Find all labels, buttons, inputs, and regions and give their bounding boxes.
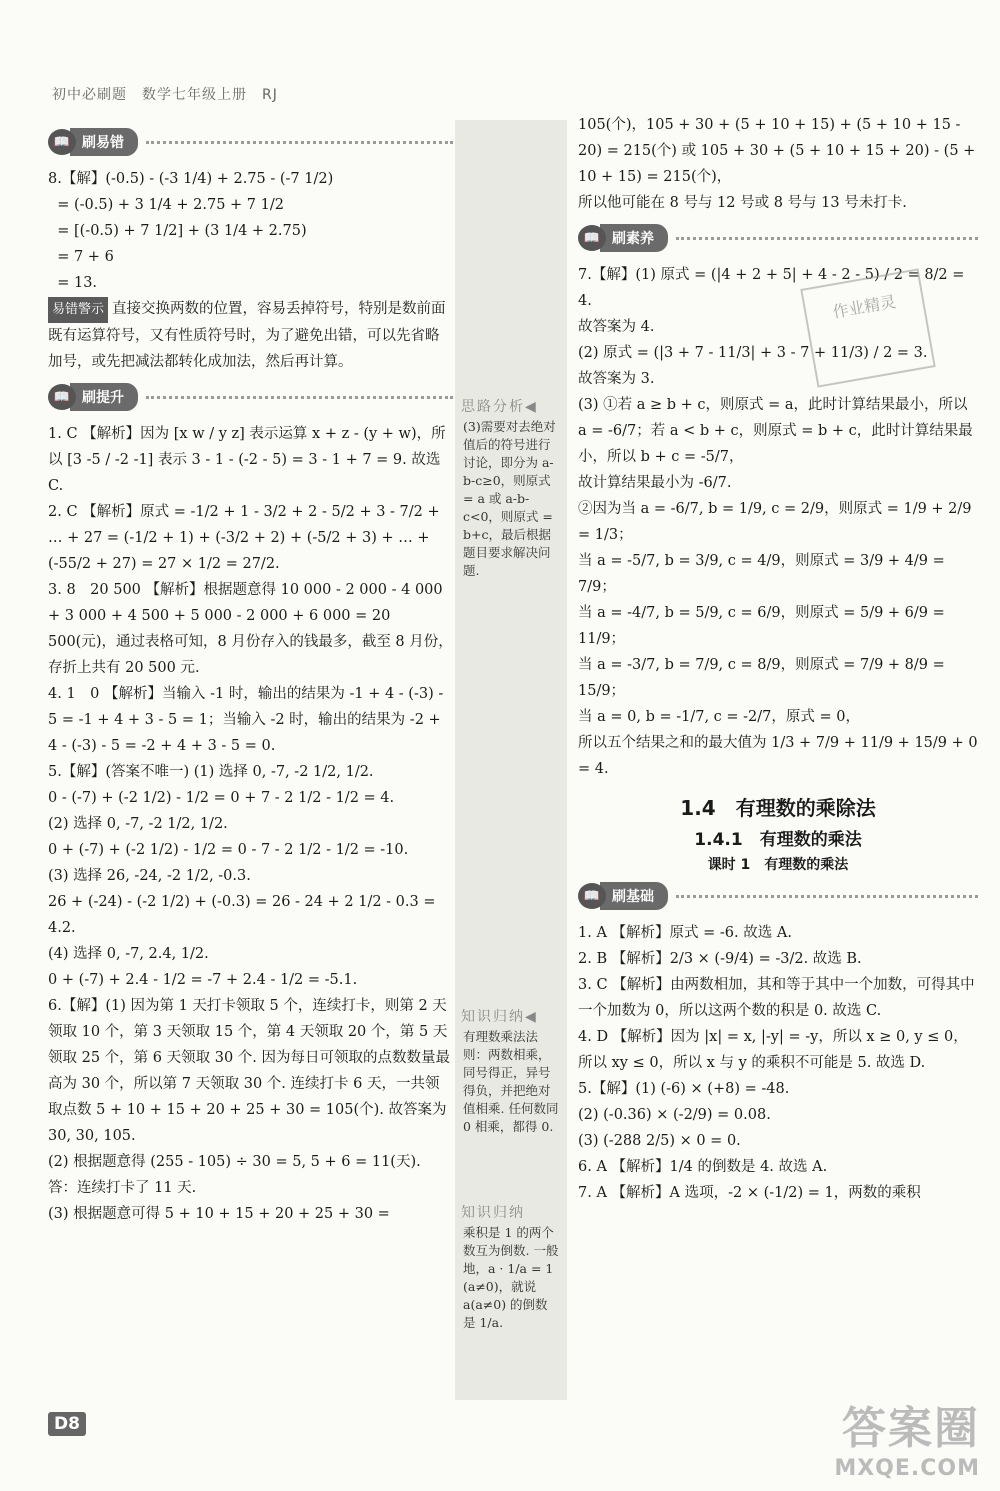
- answer-item: 1. C 【解析】因为 [x w / y z] 表示运算 x + z - (y + w)，所以 [3 -5 / -2 -1] 表示 3 - 1 - (-2 - 5) = 3 - 1 + 7 = 9. 故选 C.: [48, 426, 446, 494]
- margin-notes: [455, 120, 567, 1400]
- answer-line: = (-0.5) + 3 1/4 + 2.75 + 7 1/2: [48, 197, 284, 213]
- answer-line: 8.【解】(-0.5) - (-3 1/4) + 2.75 - (-7 1/2): [48, 171, 334, 187]
- chapter-title: 1.4 有理数的乘除法: [680, 796, 876, 820]
- answer-line: = [(-0.5) + 7 1/2] + (3 1/4 + 2.75): [48, 223, 307, 239]
- dotted-divider: [676, 895, 978, 898]
- answer-q7: 7.【解】(1) 原式 = (|4 + 2 + 5| + 4 - 2 - 5) / 2 = 8/2 = 4. 故答案为 4. (2) 原式 = (|3 + 7 - 11/3| + 3 - 7 + 11/3) / 2 = 3. 故答案为 3. (3) ①若 a ≥ b + c，则原式 = a，此时计算结果最小，所以 a = -6/7；若 a < b + c，则原式 = b + c，此时计算结果最小，所以 b + c = -5/7， 故计算结果最小为 -6/7. ②因为当 a = -6/7, b = 1/9, c = 2/9，则原式 = 1/9 + 2/9 = 1/3； 当 a = -5/7, b = 3/9, c = 4/9，则原式 = 3/9 + 4/9 = 7/9； 当 a = -4/7, b = 5/9, c = 6/9，则原式 = 5/9 + 6/9 = 11/9； 当 a = -3/7, b = 7/9, c = 8/9，则原式 = 7/9 + 8/9 = 15/9； 当 a = 0, b = -1/7, c = -2/7，原式 = 0， 所以五个结果之和的最大值为 1/3 + 7/9 + 11/9 + 15/9 + 0 = 4.: [578, 267, 978, 777]
- answer-item: 7. A 【解析】A 选项，-2 × (-1/2) = 1，两数的乘积: [578, 1185, 921, 1201]
- dotted-divider: [146, 141, 453, 144]
- stamp: 作业精灵: [800, 268, 936, 387]
- section-label: 刷易错: [70, 128, 138, 156]
- answer-q8: [48, 166, 453, 296]
- section-badge-yicuo: [48, 126, 453, 158]
- note-text: 乘积是 1 的两个数互为倒数. 一般地，a · 1/a = 1 (a≠0)，就说 a(a≠0) 的倒数是 1/a.: [463, 1225, 559, 1330]
- answer-item: 6. A 【解析】1/4 的倒数是 4. 故选 A.: [578, 1159, 828, 1175]
- section-title: 1.4.1 有理数的乘法: [694, 830, 862, 850]
- section-label: 刷素养: [600, 224, 668, 252]
- warning-text: 直接交换两数的位置，容易丢掉符号，特别是数前面既有运算符号，又有性质符号时，为了避免出错，可以先省略加号，或先把减法都转化成加法，然后再计算。: [48, 301, 446, 370]
- answer-continuation: 105(个)，105 + 30 + (5 + 10 + 15) + (5 + 10 + 15 - 20) = 215(个) 或 105 + 30 + (5 + 10 + 15 + 20) - (5 + 10 + 15) = 215(个)， 所以他可能在 8 号与 12 号或 8 号与 13 号未打卡.: [578, 117, 976, 211]
- left-column: [48, 120, 453, 1227]
- watermark-en: MXQE.COM: [834, 1456, 980, 1481]
- answer-item: 5.【解】(1) (-6) × (+8) = -48. (2) (-0.36) × (-2/9) = 0.08. (3) (-288 2/5) × 0 = 0.: [578, 1081, 790, 1149]
- dotted-divider: [676, 237, 978, 240]
- note-text: (3)需要对去绝对值后的符号进行讨论，即分为 a-b-c≥0，则原式 = a 或 a-b-c<0，则原式 = b+c，最后根据题目要求解决问题.: [463, 419, 557, 578]
- answer-item: 4. 1 0 【解析】当输入 -1 时，输出的结果为 -1 + 4 - (-3) - 5 = -1 + 4 + 3 - 5 = 1；当输入 -2 时，输出的结果为 -2 + 4 - (-3) - 5 = -2 + 4 + 3 - 5 = 0.: [48, 686, 448, 754]
- answer-item: 5.【解】(答案不唯一) (1) 选择 0, -7, -2 1/2, 1/2. 0 - (-7) + (-2 1/2) - 1/2 = 0 + 7 - 2 1/2 - 1/2 = 4. (2) 选择 0, -7, -2 1/2, 1/2. 0 + (-7) + (-2 1/2) - 1/2 = 0 - 7 - 2 1/2 - 1/2 = -10. (3) 选择 26, -24, -2 1/2, -0.3. 26 + (-24) - (-2 1/2) + (-0.3) = 26 - 24 + 2 1/2 - 0.3 = 4.2. (4) 选择 0, -7, 2.4, 1/2. 0 + (-7) + 2.4 - 1/2 = -7 + 2.4 - 1/2 = -5.1.: [48, 764, 436, 988]
- answer-item: 3. C 【解析】由两数相加，其和等于其中一个加数，可得其中一个加数为 0，所以这两个数的积是 0. 故选 C.: [578, 977, 975, 1019]
- section-badge-tisheng: [48, 381, 453, 413]
- dotted-divider: [146, 396, 453, 399]
- answer-item: 3. 8 20 500 【解析】根据题意得 10 000 - 2 000 - 4 000 + 3 000 + 4 500 + 5 000 - 2 000 + 6 000 = 20 500(元)，通过表格可知，8 月份存入的钱最多，截至 8 月份，存折上共有 20 500 元.: [48, 582, 453, 676]
- answer-line: = 13.: [48, 275, 98, 291]
- answer-item: 2. B 【解析】2/3 × (-9/4) = -3/2. 故选 B.: [578, 951, 862, 967]
- answer-item: 4. D 【解析】因为 |x| = x, |-y| = -y，所以 x ≥ 0, y ≤ 0，所以 xy ≤ 0，所以 x 与 y 的乘积不可能是 5. 故选 D.: [578, 1029, 968, 1071]
- note-title: 思路分析◀: [461, 399, 538, 415]
- note-title: 知识归纳: [461, 1205, 525, 1221]
- answer-item: 1. A 【解析】原式 = -6. 故选 A.: [578, 925, 792, 941]
- watermark-cn: 答案圈: [842, 1403, 980, 1454]
- section-label: 刷提升: [70, 383, 138, 411]
- section-label: 刷基础: [600, 882, 668, 910]
- note-title: 知识归纳◀: [461, 1009, 538, 1025]
- page-number: D8: [48, 1412, 86, 1436]
- book-icon: 📖: [578, 883, 606, 909]
- answer-item: 6.【解】(1) 因为第 1 天打卡领取 5 个，连续打卡，则第 2 天领取 10 个，第 3 天领取 15 个，第 4 天领取 20 个，第 5 天领取 25 个，第 6 天领取 30 个. 因为每日可领取的点数数量最高为 30 个，所以第 7 天领取 30 个. 连续打卡 6 天，一共领取点数 5 + 10 + 15 + 20 + 25 + 30 = 105(个). 故答案为 30, 30, 105. (2) 根据题意得 (255 - 105) ÷ 30 = 5, 5 + 6 = 11(天). 答：连续打卡了 11 天. (3) 根据题意可得 5 + 10 + 15 + 20 + 25 + 30 =: [48, 998, 450, 1222]
- section-badge-jichu: [578, 880, 978, 912]
- answer-item: 2. C 【解析】原式 = -1/2 + 1 - 3/2 + 2 - 5/2 + 3 - 7/2 + … + 27 = (-1/2 + 1) + (-3/2 + 2) + (-5/2 + 3) + … + (-55/2 + 27) = 27 × 1/2 = 27/2.: [48, 504, 445, 572]
- warning-note: [48, 296, 453, 375]
- watermark: [834, 1392, 980, 1481]
- book-icon: 📖: [48, 384, 76, 410]
- lesson-title: 课时 1 有理数的乘法: [707, 857, 849, 873]
- warning-label: 易错警示: [48, 297, 108, 323]
- note-text: 有理数乘法法则：两数相乘，同号得正，异号得负，并把绝对值相乘. 任何数同 0 相乘，都得 0.: [463, 1029, 563, 1134]
- page-header: 初中必刷题 数学七年级上册 RJ: [52, 87, 278, 103]
- answer-line: = 7 + 6: [48, 249, 114, 265]
- section-badge-suyang: [578, 222, 978, 254]
- book-icon: 📖: [578, 225, 606, 251]
- book-icon: 📖: [48, 129, 76, 155]
